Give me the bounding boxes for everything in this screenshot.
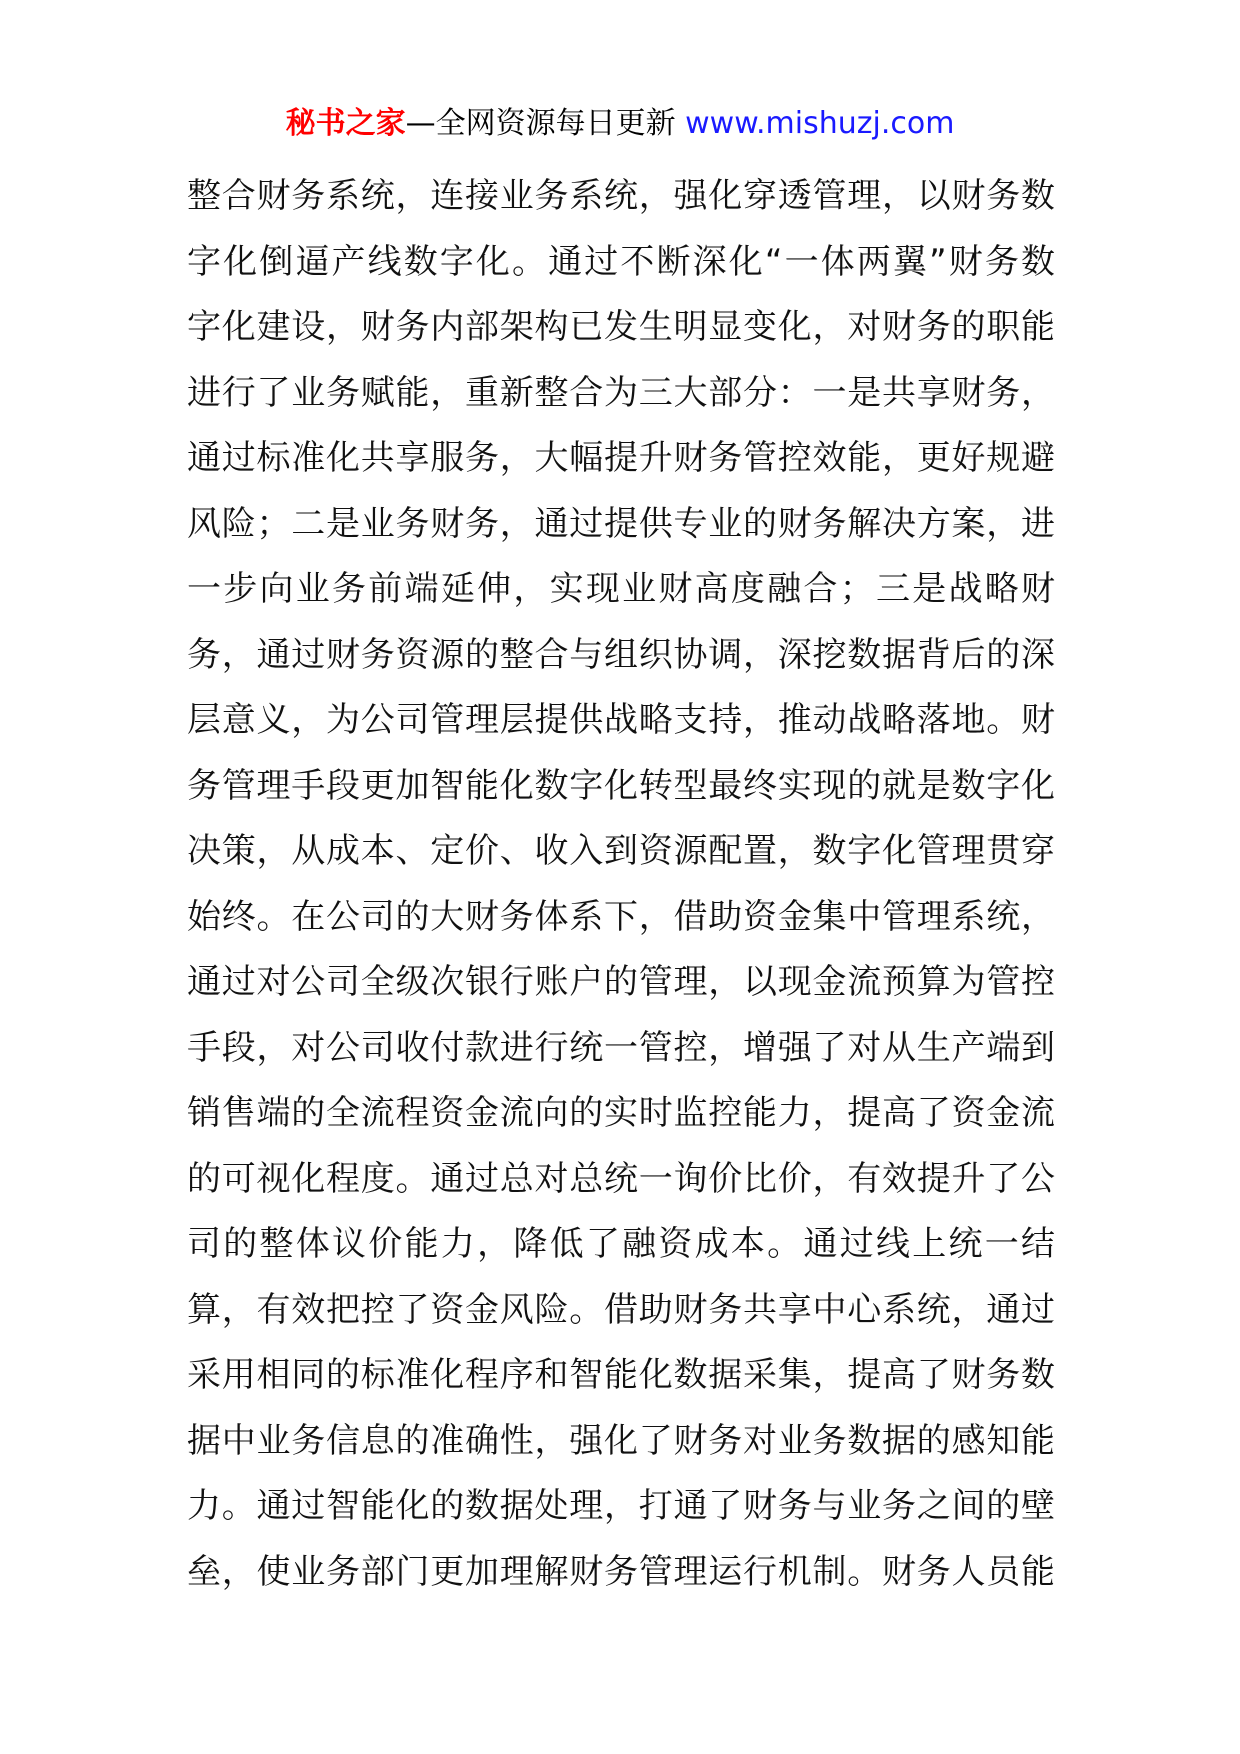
document-body bbox=[187, 166, 1055, 1607]
body-text-line: 决策，从成本、定价、收入到资源配置，数字化管理贯穿 bbox=[187, 831, 1055, 871]
body-text-line: 整合财务系统，连接业务系统，强化穿透管理，以财务数 bbox=[187, 176, 1055, 216]
body-text-line: 通过对公司全级次银行账户的管理，以现金流预算为管控 bbox=[187, 962, 1055, 1002]
body-text-line: 字化倒逼产线数字化。通过不断深化“一体两翼”财务数 bbox=[187, 241, 1055, 282]
page-header bbox=[0, 102, 1240, 146]
header-tagline: —全网资源每日更新 bbox=[405, 106, 686, 141]
body-text-line: 垒，使业务部门更加理解财务管理运行机制。财务人员能 bbox=[187, 1551, 1055, 1592]
body-text-line: 进行了业务赋能，重新整合为三大部分：一是共享财务， bbox=[187, 372, 1055, 413]
body-text-line: 一步向业务前端延伸，实现业财高度融合；三是战略财 bbox=[187, 569, 1055, 609]
body-text-line: 层意义，为公司管理层提供战略支持，推动战略落地。财 bbox=[187, 700, 1055, 740]
body-text-line: 通过标准化共享服务，大幅提升财务管控效能，更好规避 bbox=[187, 438, 1055, 478]
body-text-line: 力。通过智能化的数据处理，打通了财务与业务之间的壁 bbox=[187, 1486, 1055, 1526]
body-text-line: 手段，对公司收付款进行统一管控，增强了对从生产端到 bbox=[187, 1027, 1055, 1068]
body-text-line: 采用相同的标准化程序和智能化数据采集，提高了财务数 bbox=[187, 1355, 1055, 1395]
body-text-line: 字化建设，财务内部架构已发生明显变化，对财务的职能 bbox=[187, 307, 1055, 347]
body-text-line: 司的整体议价能力，降低了融资成本。通过线上统一结 bbox=[187, 1224, 1055, 1264]
body-text-line: 的可视化程度。通过总对总统一询价比价，有效提升了公 bbox=[187, 1158, 1055, 1199]
website-link[interactable]: www.mishuzj.com bbox=[685, 106, 955, 141]
body-text-line: 务管理手段更加智能化数字化转型最终实现的就是数字化 bbox=[187, 765, 1055, 806]
body-text-line: 务，通过财务资源的整合与组织协调，深挖数据背后的深 bbox=[187, 634, 1055, 675]
body-text-line: 算，有效把控了资金风险。借助财务共享中心系统，通过 bbox=[187, 1289, 1055, 1330]
brand-name: 秘书之家 bbox=[285, 106, 406, 141]
body-text-line: 风险；二是业务财务，通过提供专业的财务解决方案，进 bbox=[187, 503, 1055, 544]
body-text-line: 销售端的全流程资金流向的实时监控能力，提高了资金流 bbox=[187, 1093, 1055, 1133]
body-text-line: 始终。在公司的大财务体系下，借助资金集中管理系统， bbox=[187, 896, 1055, 937]
body-text-line: 据中业务信息的准确性，强化了财务对业务数据的感知能 bbox=[187, 1420, 1055, 1461]
